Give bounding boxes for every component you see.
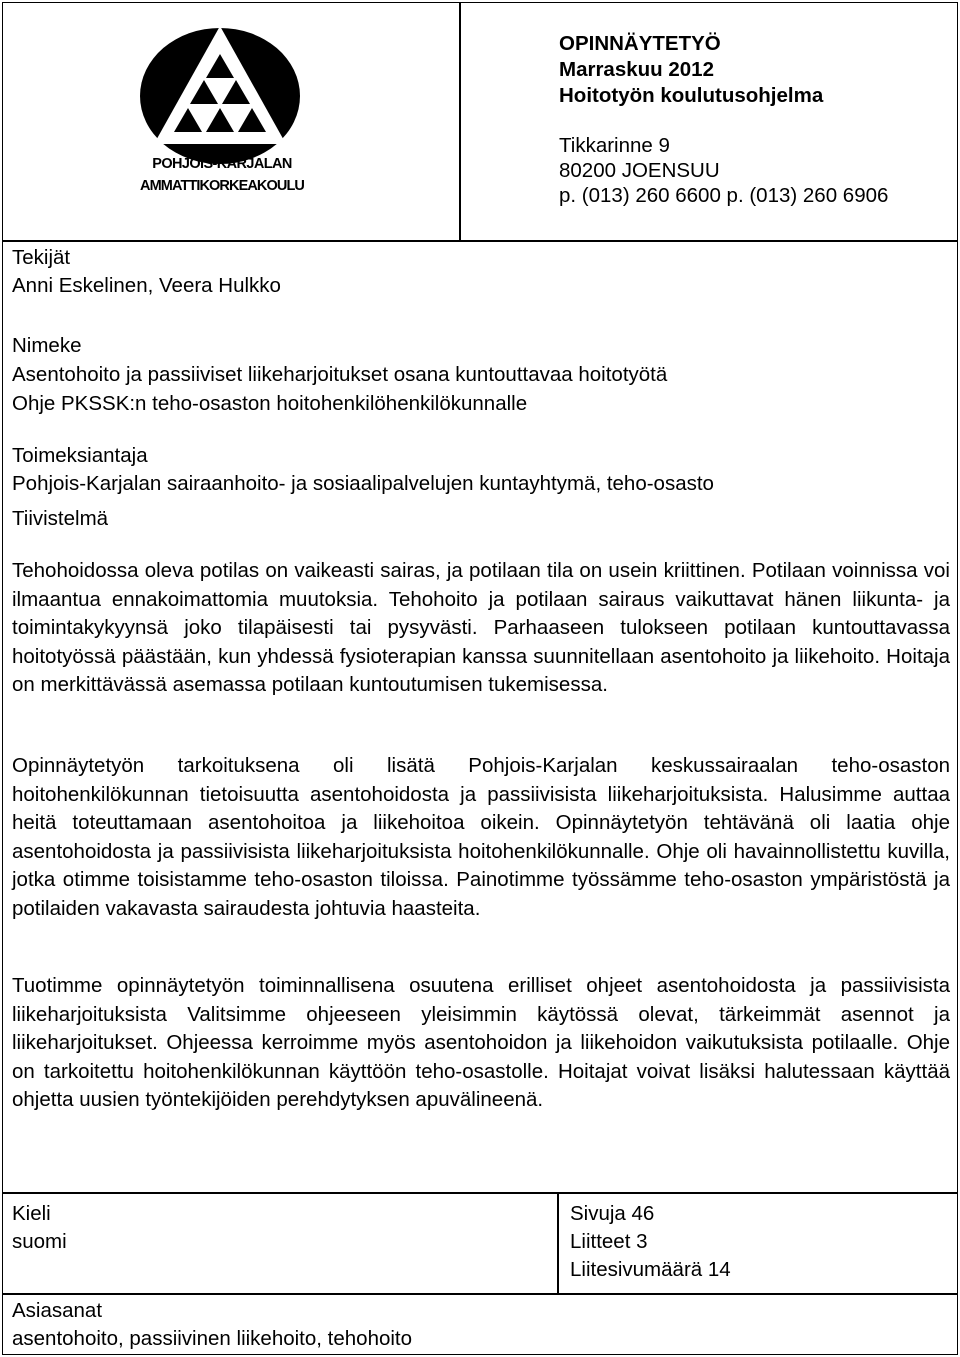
language-cell bbox=[2, 1192, 559, 1295]
abstract-label: Tiivistelmä bbox=[12, 507, 109, 530]
street-address: Tikkarinne 9 bbox=[559, 134, 670, 157]
language-value: suomi bbox=[12, 1230, 67, 1253]
attachment-page-count: Liitesivumäärä 14 bbox=[570, 1258, 731, 1281]
phone-numbers: p. (013) 260 6600 p. (013) 260 6906 bbox=[559, 184, 889, 207]
postal-address: 80200 JOENSUU bbox=[559, 159, 720, 182]
degree-program: Hoitotyön koulutusohjelma bbox=[559, 84, 824, 107]
document-type: OPINNÄYTETYÖ bbox=[559, 32, 721, 55]
abstract-paragraph-1-text: Tehohoidossa oleva potilas on vaikeasti sairas, ja potilaan tila on usein kriittinen. Potilaan voinnissa voi ilmaantua ennakoimattomia muutoksia. Tehohoito ja potilaan sairaus vaikuttavat hänen liikunta- ja toimintakykyynsä joko tilapäisesti tai pysyvästi. Parhaaseen tulokseen potilaan kuntouttavassa hoitotyössä päästään, kun yhdessä fysioterapian kanssa suunnitellaan asentohoito ja liikehoito. Hoitaja on merkittävässä asemassa potilaan kuntoutumisen tukemisessa. bbox=[12, 559, 950, 696]
abstract-paragraph-3 bbox=[12, 972, 950, 1115]
abstract-paragraph-3-text: Tuotimme opinnäytetyön toiminnallisena osuutena erilliset ohjeet asentohoidosta ja passiivisista liikeharjoituksista Valitsimme ohjeeseen yleisimmin käytössä olevat, tärkeimmät asennot ja liikeharjoitukset. Ohjeessa kerroimme myös asentohoidon ja liikehoidon vaikutuksista potilaalle. Ohje on tarkoitettu hoitohenkilökunnan käyttöön teho-osastolle. Hoitajat voivat lisäksi halutessaan käyttää ohjetta uusien työntekijöiden perehdytyksen apuvälineenä. bbox=[12, 974, 950, 1111]
keywords-value: asentohoito, passiivinen liikehoito, tehohoito bbox=[12, 1327, 413, 1350]
client-value: Pohjois-Karjalan sairaanhoito- ja sosiaalipalvelujen kuntayhtymä, teho-osasto bbox=[12, 472, 714, 495]
authors-label: Tekijät bbox=[12, 246, 71, 269]
abstract-paragraph-2-text: Opinnäytetyön tarkoituksena oli lisätä Pohjois-Karjalan keskussairaalan teho-osaston hoitohenkilökunnan tietoisuutta asentohoidosta ja passiivisista liikeharjoituksista. Halusimme auttaa heitä toteuttamaan asentohoitoa ja liikehoitoa oikein. Opinnäytetyön tehtävänä oli laatia ohje asentohoidosta ja passiivisista liikeharjoituksista hoitohenkilökunnalle. Ohje oli havainnollistettu kuvilla, jotka otimme toisistamme teho-osaston tiloissa. Painotimme työssämme teho-osaston ympäristöstä ja potilaiden vakavasta sairaudesta johtuvia haasteita. bbox=[12, 754, 950, 920]
attachment-count: Liitteet 3 bbox=[570, 1230, 648, 1253]
title-line1: Asentohoito ja passiiviset liikeharjoitukset osana kuntouttavaa hoitotyötä bbox=[12, 363, 668, 386]
document-date: Marraskuu 2012 bbox=[559, 58, 714, 81]
abstract-paragraph-2 bbox=[12, 752, 950, 923]
keywords-label: Asiasanat bbox=[12, 1299, 103, 1322]
abstract-paragraph-1 bbox=[12, 557, 950, 700]
page-count: Sivuja 46 bbox=[570, 1202, 655, 1225]
client-label: Toimeksiantaja bbox=[12, 444, 148, 467]
language-label: Kieli bbox=[12, 1202, 51, 1225]
title-label: Nimeke bbox=[12, 334, 82, 357]
logo-text-line1: POHJOIS-KARJALAN bbox=[152, 156, 292, 172]
title-line2: Ohje PKSSK:n teho-osaston hoitohenkilöhenkilökunnalle bbox=[12, 392, 528, 415]
authors-value: Anni Eskelinen, Veera Hulkko bbox=[12, 274, 281, 297]
logo-text-line2: AMMATTIKORKEAKOULU bbox=[140, 178, 304, 194]
school-logo bbox=[118, 14, 326, 200]
